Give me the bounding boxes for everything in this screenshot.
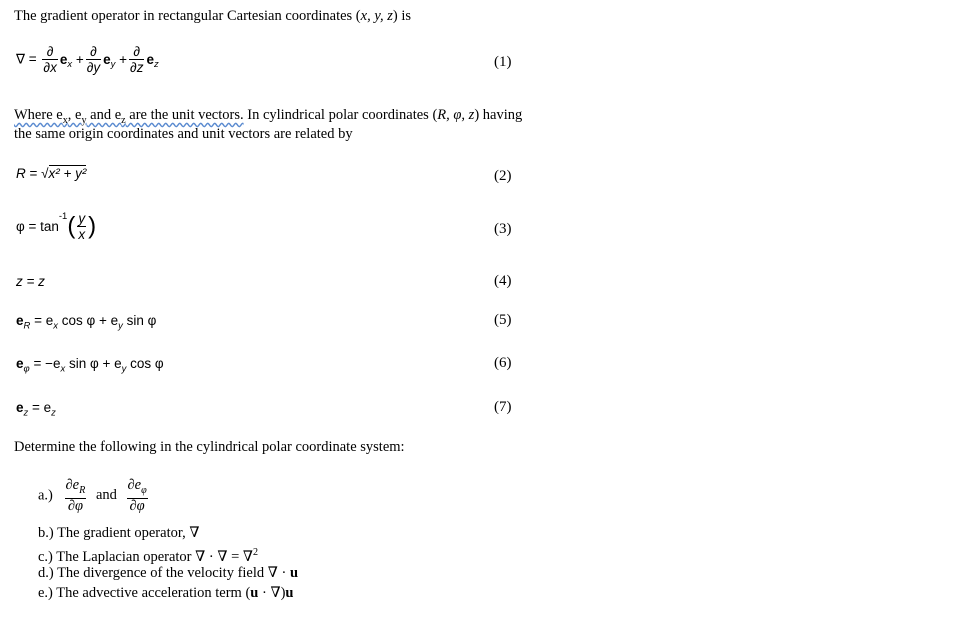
equation-7-number: (7)	[494, 399, 512, 415]
part-b: b.) The gradient operator, ∇	[38, 525, 200, 541]
equation-1-number: (1)	[494, 54, 512, 70]
equation-2-number: (2)	[494, 168, 512, 184]
cylindrical-intro-line2: the same origin coordinates and unit vectors are related by	[14, 126, 353, 142]
equation-1: ∇ = $\frac{\partial}{\partial x}$ $e_x$ + $\frac{\partial}{\partial y}$ $e_y$ + $\frac{\partial}{\partial z}$ $e_z$	[16, 44, 159, 75]
intro-sentence: The gradient operator in rectangular Cartesian coordinates (x, y, z) is	[14, 8, 411, 24]
part-e: e.) The advective acceleration term (u · ∇)u	[38, 585, 294, 601]
equation-6-number: (6)	[494, 355, 512, 371]
equation-7: $e_z = e_z$	[16, 400, 56, 419]
part-d: d.) The divergence of the velocity field ∇ · u	[38, 565, 299, 581]
equation-4-number: (4)	[494, 273, 512, 289]
equation-3-number: (3)	[494, 221, 512, 237]
part-a: a.) $\frac{\partial e_R}{\partial\varphi}$ and $\frac{\partial e_\varphi}{\partial\varphi}$	[38, 477, 147, 514]
task-statement: Determine the following in the cylindrical polar coordinate system:	[14, 439, 405, 455]
equation-6: $e_\varphi = -e_x$ $\sin \varphi + e_y$ cos φ	[16, 356, 164, 375]
equation-5: $e_R = e_x$ $\cos \varphi + e_y$ sin φ	[16, 313, 157, 332]
equation-5-number: (5)	[494, 312, 512, 328]
part-c: c.) The Laplacian operator ∇ · ∇ = ∇$^2$	[38, 547, 259, 565]
equation-4: z = z	[16, 274, 45, 289]
equation-3: $\varphi = \tan^{-1}$( $\frac{y}{x}$ )	[16, 211, 97, 242]
equation-2: R = √x² + y²	[16, 166, 87, 181]
cylindrical-intro-line1: Where $e_x$, $e_y$ and $e_z$ are the unit vectors. In cylindrical polar coordinates (R, φ, z) having	[14, 107, 523, 126]
